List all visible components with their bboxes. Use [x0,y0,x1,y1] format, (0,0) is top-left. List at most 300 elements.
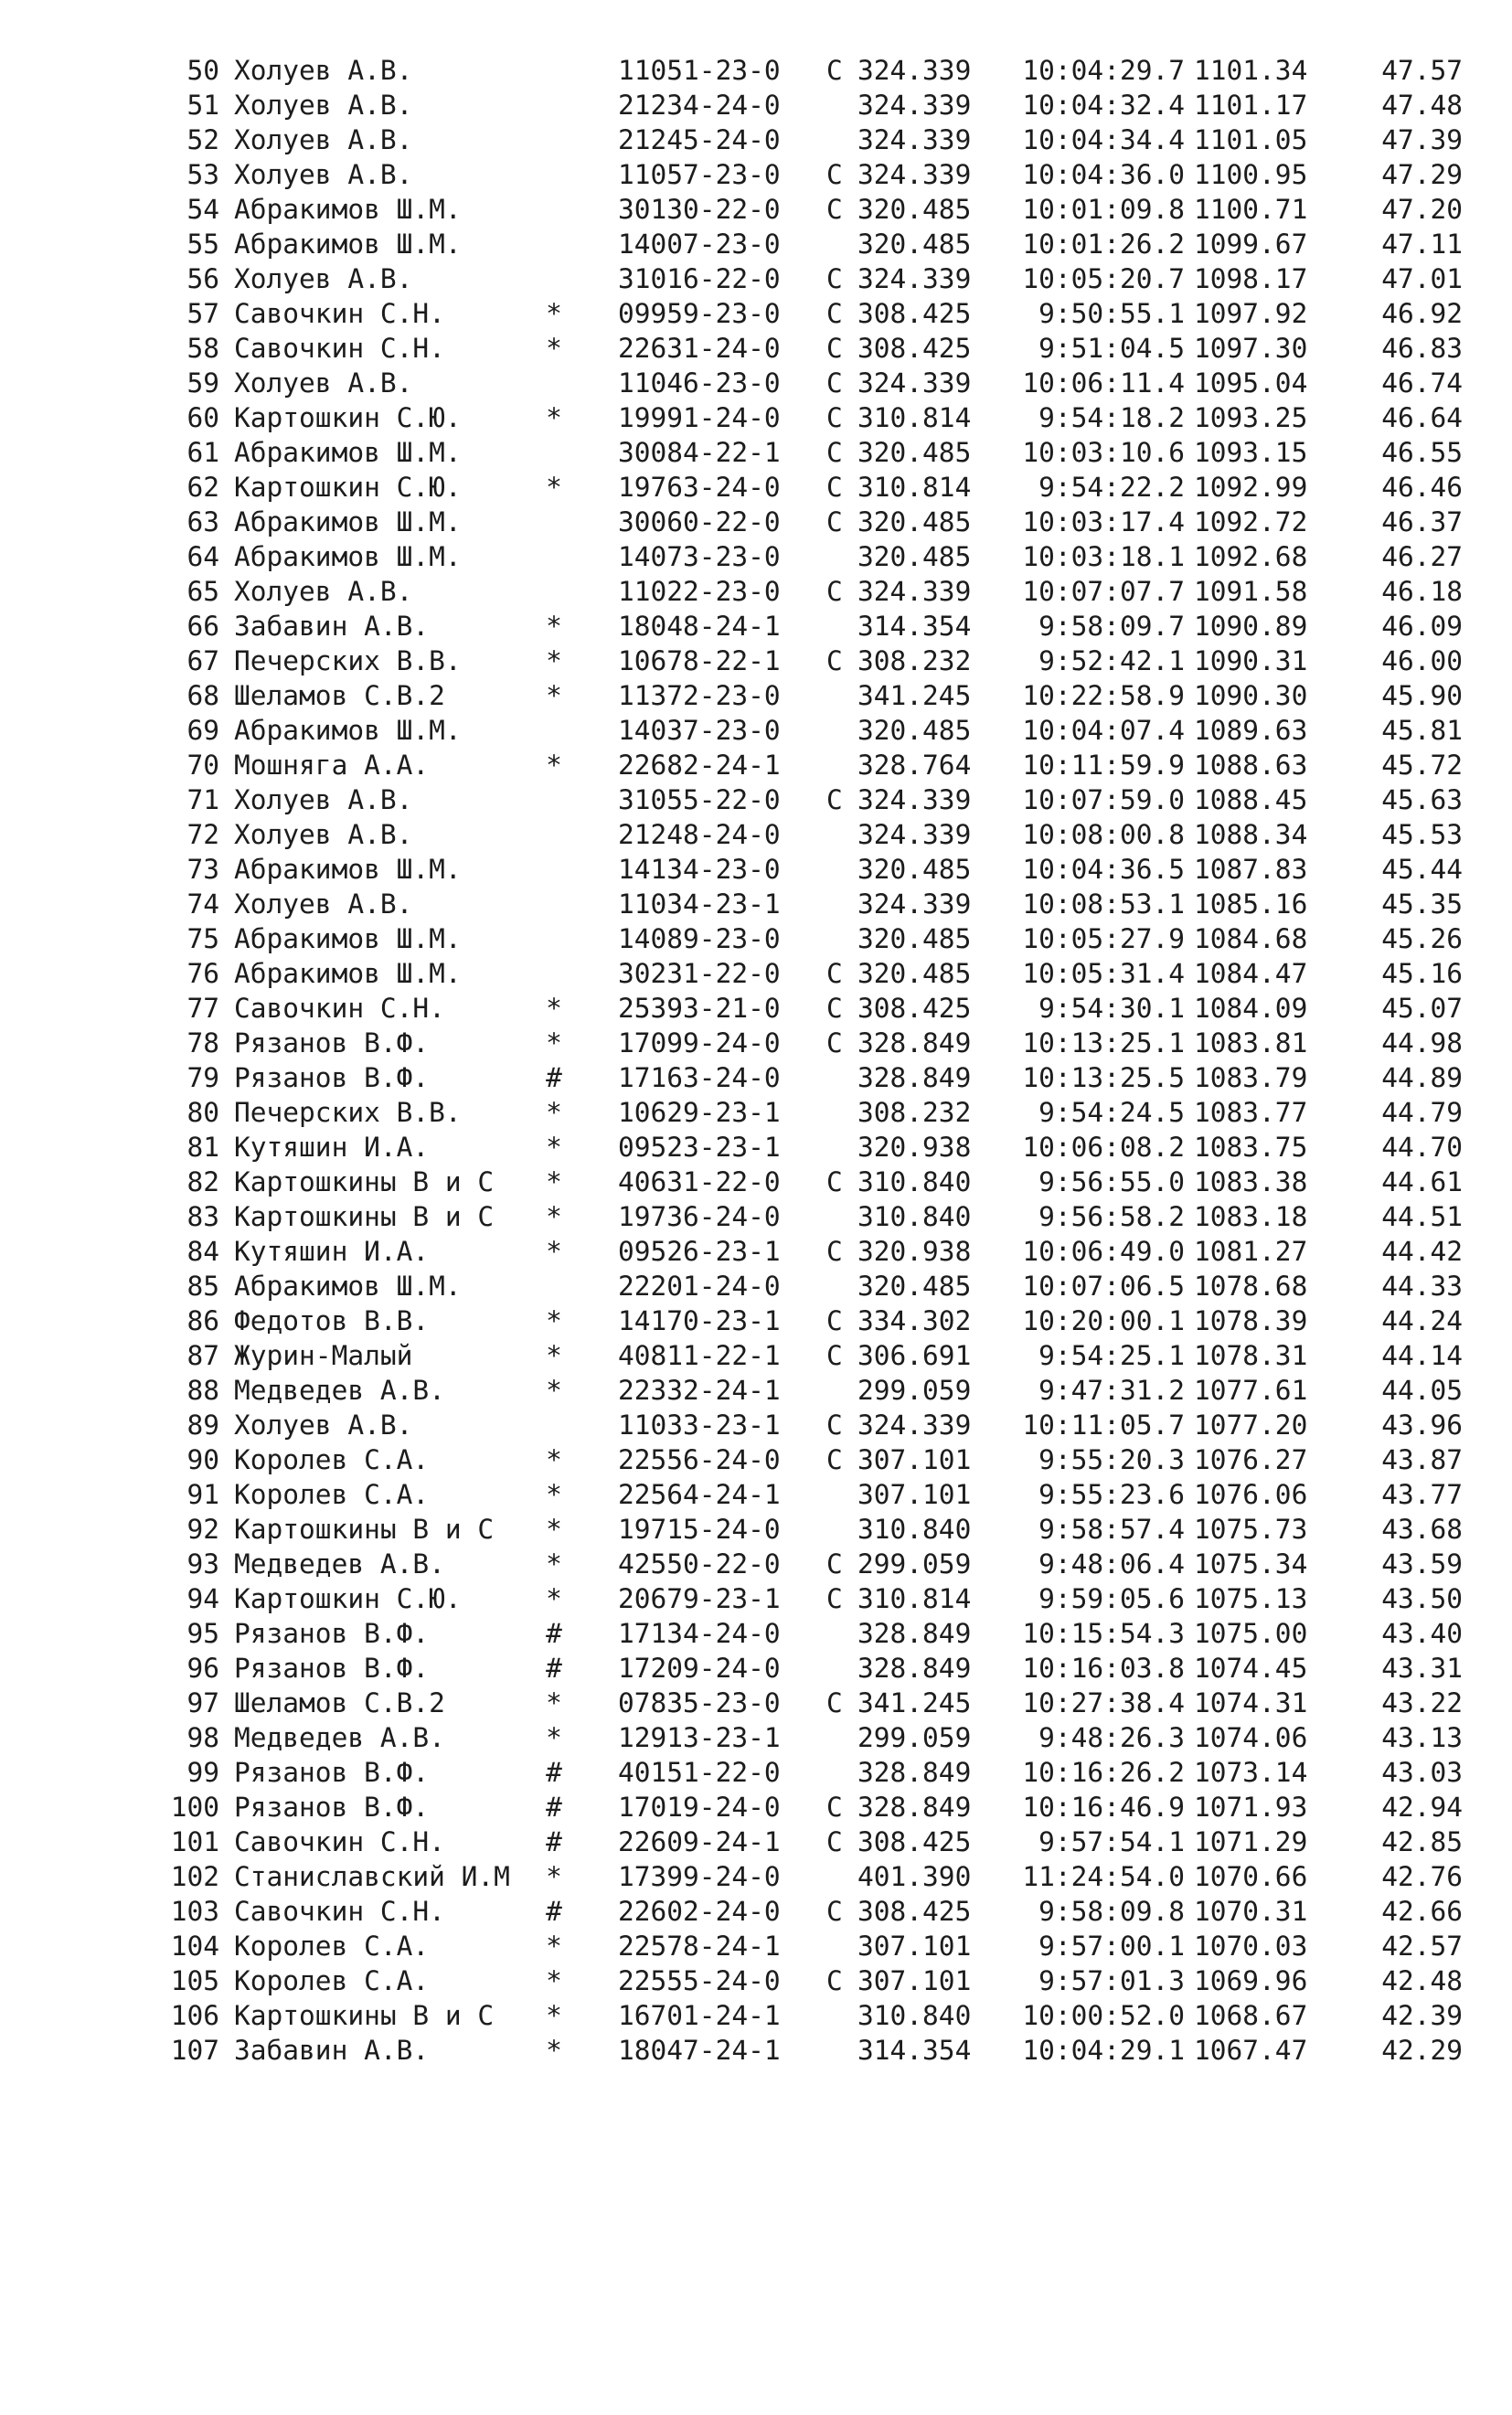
mark-cell: * [546,2035,562,2066]
fancier-cell: Абракимов Ш.М. [234,194,462,225]
distance-cell: 324.339 [857,819,972,850]
time-cell: 10:03:17.4 [1022,506,1185,537]
points-cell: 44.05 [1381,1375,1463,1406]
speed-cell: 1074.06 [1194,1722,1308,1753]
fancier-cell: Рязанов В.Ф. [234,1062,430,1093]
table-row [161,817,1463,852]
speed-cell: 1083.38 [1194,1166,1308,1197]
fancier-cell: Холуев А.В. [234,1410,413,1441]
ring-cell: 09523-23-1 [618,1132,781,1163]
flag-cell: С [826,159,843,190]
place-cell: 61 [186,437,219,468]
table-row [161,331,1463,366]
mark-cell: * [546,402,562,433]
speed-cell: 1088.63 [1194,750,1308,781]
place-cell: 75 [186,923,219,954]
points-cell: 46.09 [1381,611,1463,642]
fancier-cell: Холуев А.В. [234,263,413,294]
time-cell: 10:16:26.2 [1022,1757,1185,1788]
mark-cell: * [546,1375,562,1406]
ring-cell: 22556-24-0 [618,1444,781,1475]
time-cell: 10:03:18.1 [1022,541,1185,572]
place-cell: 62 [186,472,219,503]
speed-cell: 1075.34 [1194,1548,1308,1580]
fancier-cell: Шеламов С.В.2 [234,1687,445,1718]
points-cell: 43.68 [1381,1514,1463,1545]
points-cell: 46.18 [1381,576,1463,607]
place-cell: 105 [170,1965,219,1996]
ring-cell: 18047-24-1 [618,2035,781,2066]
time-cell: 10:06:49.0 [1022,1236,1185,1267]
time-cell: 9:54:24.5 [1038,1097,1185,1128]
points-cell: 44.70 [1381,1132,1463,1163]
speed-cell: 1076.27 [1194,1444,1308,1475]
ring-cell: 25393-21-0 [618,993,781,1024]
time-cell: 9:59:05.6 [1038,1583,1185,1614]
speed-cell: 1078.31 [1194,1340,1308,1371]
distance-cell: 328.849 [857,1062,972,1093]
mark-cell: # [546,1826,562,1857]
table-row [161,1303,1463,1338]
ring-cell: 17163-24-0 [618,1062,781,1093]
mark-cell: * [546,1931,562,1962]
distance-cell: 328.849 [857,1653,972,1684]
ring-cell: 17099-24-0 [618,1027,781,1059]
distance-cell: 324.339 [857,124,972,155]
table-row [161,261,1463,296]
mark-cell: * [546,1027,562,1059]
distance-cell: 310.840 [857,2000,972,2031]
distance-cell: 324.339 [857,576,972,607]
time-cell: 10:04:32.4 [1022,90,1185,121]
time-cell: 10:16:46.9 [1022,1792,1185,1823]
points-cell: 46.00 [1381,645,1463,676]
ring-cell: 21248-24-0 [618,819,781,850]
place-cell: 52 [186,124,219,155]
mark-cell: # [546,1896,562,1927]
place-cell: 64 [186,541,219,572]
place-cell: 56 [186,263,219,294]
ring-cell: 14089-23-0 [618,923,781,954]
time-cell: 9:55:23.6 [1038,1479,1185,1510]
time-cell: 10:06:08.2 [1022,1132,1185,1163]
points-cell: 43.77 [1381,1479,1463,1510]
speed-cell: 1101.17 [1194,90,1308,121]
distance-cell: 310.840 [857,1201,972,1232]
time-cell: 10:06:11.4 [1022,367,1185,399]
fancier-cell: Рязанов В.Ф. [234,1027,430,1059]
flag-cell: С [826,1792,843,1823]
points-cell: 43.40 [1381,1618,1463,1649]
points-cell: 44.98 [1381,1027,1463,1059]
points-cell: 44.51 [1381,1201,1463,1232]
distance-cell: 401.390 [857,1861,972,1892]
points-cell: 43.50 [1381,1583,1463,1614]
speed-cell: 1070.66 [1194,1861,1308,1892]
ring-cell: 14007-23-0 [618,229,781,260]
time-cell: 10:07:07.7 [1022,576,1185,607]
fancier-cell: Абракимов Ш.М. [234,541,462,572]
table-row [161,1408,1463,1442]
fancier-cell: Рязанов В.Ф. [234,1792,430,1823]
ring-cell: 14170-23-1 [618,1305,781,1336]
distance-cell: 320.938 [857,1236,972,1267]
flag-cell: С [826,333,843,364]
ring-cell: 42550-22-0 [618,1548,781,1580]
speed-cell: 1088.34 [1194,819,1308,850]
fancier-cell: Холуев А.В. [234,819,413,850]
points-cell: 46.83 [1381,333,1463,364]
time-cell: 10:08:53.1 [1022,888,1185,920]
distance-cell: 308.425 [857,333,972,364]
fancier-cell: Холуев А.В. [234,367,413,399]
time-cell: 10:07:59.0 [1022,784,1185,815]
speed-cell: 1090.30 [1194,680,1308,711]
time-cell: 10:04:29.1 [1022,2035,1185,2066]
points-cell: 42.39 [1381,2000,1463,2031]
table-row [161,1651,1463,1686]
time-cell: 10:08:00.8 [1022,819,1185,850]
flag-cell: С [826,55,843,86]
place-cell: 96 [186,1653,219,1684]
table-row [161,887,1463,921]
table-row [161,1790,1463,1825]
flag-cell: С [826,993,843,1024]
speed-cell: 1089.63 [1194,715,1308,746]
mark-cell: * [546,1340,562,1371]
fancier-cell: Мошняга А.А. [234,750,430,781]
speed-cell: 1097.92 [1194,298,1308,329]
points-cell: 42.48 [1381,1965,1463,1996]
ring-cell: 31016-22-0 [618,263,781,294]
points-cell: 47.39 [1381,124,1463,155]
time-cell: 10:05:31.4 [1022,958,1185,989]
table-row [161,296,1463,331]
ring-cell: 22609-24-1 [618,1826,781,1857]
mark-cell: * [546,680,562,711]
place-cell: 53 [186,159,219,190]
mark-cell: * [546,1132,562,1163]
ring-cell: 07835-23-0 [618,1687,781,1718]
flag-cell: С [826,298,843,329]
distance-cell: 308.232 [857,1097,972,1128]
place-cell: 98 [186,1722,219,1753]
ring-cell: 14037-23-0 [618,715,781,746]
mark-cell: * [546,611,562,642]
place-cell: 59 [186,367,219,399]
table-row [161,1338,1463,1373]
place-cell: 60 [186,402,219,433]
speed-cell: 1077.20 [1194,1410,1308,1441]
speed-cell: 1100.95 [1194,159,1308,190]
place-cell: 54 [186,194,219,225]
place-cell: 101 [170,1826,219,1857]
ring-cell: 22555-24-0 [618,1965,781,1996]
mark-cell: * [546,1097,562,1128]
ring-cell: 11372-23-0 [618,680,781,711]
place-cell: 97 [186,1687,219,1718]
distance-cell: 341.245 [857,680,972,711]
fancier-cell: Журин-Малый [234,1340,413,1371]
flag-cell: С [826,367,843,399]
table-row [161,1026,1463,1060]
points-cell: 42.76 [1381,1861,1463,1892]
ring-cell: 17134-24-0 [618,1618,781,1649]
place-cell: 55 [186,229,219,260]
points-cell: 45.26 [1381,923,1463,954]
points-cell: 47.20 [1381,194,1463,225]
speed-cell: 1101.34 [1194,55,1308,86]
distance-cell: 324.339 [857,367,972,399]
ring-cell: 19736-24-0 [618,1201,781,1232]
fancier-cell: Холуев А.В. [234,90,413,121]
table-row [161,122,1463,157]
distance-cell: 299.059 [857,1375,972,1406]
fancier-cell: Абракимов Ш.М. [234,1271,462,1302]
time-cell: 9:48:06.4 [1038,1548,1185,1580]
speed-cell: 1075.00 [1194,1618,1308,1649]
ring-cell: 22332-24-1 [618,1375,781,1406]
fancier-cell: Забавин А.В. [234,2035,430,2066]
points-cell: 45.44 [1381,854,1463,885]
flag-cell: С [826,1340,843,1371]
ring-cell: 19715-24-0 [618,1514,781,1545]
fancier-cell: Абракимов Ш.М. [234,437,462,468]
table-row [161,1581,1463,1616]
place-cell: 103 [170,1896,219,1927]
distance-cell: 324.339 [857,55,972,86]
flag-cell: С [826,1444,843,1475]
fancier-cell: Холуев А.В. [234,55,413,86]
mark-cell: # [546,1062,562,1093]
time-cell: 9:54:30.1 [1038,993,1185,1024]
place-cell: 107 [170,2035,219,2066]
flag-cell: С [826,1027,843,1059]
speed-cell: 1073.14 [1194,1757,1308,1788]
table-row [161,1373,1463,1408]
flag-cell: С [826,1896,843,1927]
distance-cell: 320.485 [857,1271,972,1302]
flag-cell: С [826,472,843,503]
time-cell: 10:22:58.9 [1022,680,1185,711]
fancier-cell: Медведев А.В. [234,1722,445,1753]
mark-cell: * [546,1861,562,1892]
place-cell: 88 [186,1375,219,1406]
fancier-cell: Картошкин С.Ю. [234,472,462,503]
ring-cell: 11051-23-0 [618,55,781,86]
time-cell: 10:04:36.5 [1022,854,1185,885]
table-row [161,991,1463,1026]
place-cell: 99 [186,1757,219,1788]
distance-cell: 320.485 [857,194,972,225]
points-cell: 42.94 [1381,1792,1463,1823]
place-cell: 86 [186,1305,219,1336]
place-cell: 81 [186,1132,219,1163]
points-cell: 45.81 [1381,715,1463,746]
speed-cell: 1093.25 [1194,402,1308,433]
speed-cell: 1070.03 [1194,1931,1308,1962]
mark-cell: * [546,1687,562,1718]
table-row [161,644,1463,678]
points-cell: 45.72 [1381,750,1463,781]
fancier-cell: Савочкин С.Н. [234,298,445,329]
fancier-cell: Холуев А.В. [234,576,413,607]
fancier-cell: Королев С.А. [234,1444,430,1475]
speed-cell: 1097.30 [1194,333,1308,364]
time-cell: 9:58:57.4 [1038,1514,1185,1545]
table-row [161,157,1463,192]
distance-cell: 324.339 [857,90,972,121]
table-row [161,227,1463,261]
time-cell: 11:24:54.0 [1022,1861,1185,1892]
time-cell: 9:55:20.3 [1038,1444,1185,1475]
time-cell: 10:03:10.6 [1022,437,1185,468]
time-cell: 9:58:09.7 [1038,611,1185,642]
mark-cell: # [546,1792,562,1823]
ring-cell: 14134-23-0 [618,854,781,885]
flag-cell: С [826,784,843,815]
distance-cell: 299.059 [857,1722,972,1753]
fancier-cell: Холуев А.В. [234,888,413,920]
points-cell: 46.74 [1381,367,1463,399]
fancier-cell: Королев С.А. [234,1479,430,1510]
table-row [161,192,1463,227]
ring-cell: 22602-24-0 [618,1896,781,1927]
fancier-cell: Савочкин С.Н. [234,333,445,364]
place-cell: 63 [186,506,219,537]
flag-cell: С [826,1687,843,1718]
points-cell: 44.89 [1381,1062,1463,1093]
results-table [161,53,1463,2068]
table-row [161,852,1463,887]
fancier-cell: Кутяшин И.А. [234,1132,430,1163]
table-row [161,748,1463,782]
distance-cell: 328.849 [857,1792,972,1823]
place-cell: 74 [186,888,219,920]
distance-cell: 328.764 [857,750,972,781]
fancier-cell: Абракимов Ш.М. [234,715,462,746]
time-cell: 9:56:55.0 [1038,1166,1185,1197]
place-cell: 71 [186,784,219,815]
distance-cell: 324.339 [857,159,972,190]
fancier-cell: Савочкин С.Н. [234,1896,445,1927]
ring-cell: 40151-22-0 [618,1757,781,1788]
speed-cell: 1081.27 [1194,1236,1308,1267]
time-cell: 9:56:58.2 [1038,1201,1185,1232]
table-row [161,470,1463,505]
place-cell: 65 [186,576,219,607]
speed-cell: 1067.47 [1194,2035,1308,2066]
speed-cell: 1083.79 [1194,1062,1308,1093]
speed-cell: 1083.75 [1194,1132,1308,1163]
mark-cell: * [546,1444,562,1475]
points-cell: 47.57 [1381,55,1463,86]
fancier-cell: Рязанов В.Ф. [234,1653,430,1684]
distance-cell: 320.485 [857,958,972,989]
table-row [161,1894,1463,1929]
distance-cell: 324.339 [857,1410,972,1441]
fancier-cell: Медведев А.В. [234,1548,445,1580]
speed-cell: 1090.31 [1194,645,1308,676]
table-row [161,400,1463,435]
distance-cell: 324.339 [857,784,972,815]
flag-cell: С [826,1965,843,1996]
speed-cell: 1078.68 [1194,1271,1308,1302]
table-row [161,1720,1463,1755]
time-cell: 10:04:29.7 [1022,55,1185,86]
points-cell: 43.96 [1381,1410,1463,1441]
ring-cell: 11033-23-1 [618,1410,781,1441]
table-row [161,88,1463,122]
ring-cell: 22578-24-1 [618,1931,781,1962]
place-cell: 77 [186,993,219,1024]
points-cell: 43.22 [1381,1687,1463,1718]
place-cell: 68 [186,680,219,711]
mark-cell: * [546,2000,562,2031]
speed-cell: 1074.31 [1194,1687,1308,1718]
flag-cell: С [826,194,843,225]
table-row [161,1477,1463,1512]
points-cell: 45.16 [1381,958,1463,989]
ring-cell: 17209-24-0 [618,1653,781,1684]
distance-cell: 299.059 [857,1548,972,1580]
fancier-cell: Абракимов Ш.М. [234,506,462,537]
table-row [161,539,1463,574]
table-row [161,956,1463,991]
points-cell: 47.29 [1381,159,1463,190]
ring-cell: 40631-22-0 [618,1166,781,1197]
time-cell: 10:27:38.4 [1022,1687,1185,1718]
ring-cell: 19763-24-0 [618,472,781,503]
time-cell: 9:54:22.2 [1038,472,1185,503]
table-row [161,921,1463,956]
flag-cell: С [826,1166,843,1197]
ring-cell: 11057-23-0 [618,159,781,190]
mark-cell: # [546,1757,562,1788]
fancier-cell: Савочкин С.Н. [234,1826,445,1857]
flag-cell: С [826,1410,843,1441]
ring-cell: 11046-23-0 [618,367,781,399]
place-cell: 83 [186,1201,219,1232]
points-cell: 47.01 [1381,263,1463,294]
table-row [161,1616,1463,1651]
fancier-cell: Забавин А.В. [234,611,430,642]
speed-cell: 1077.61 [1194,1375,1308,1406]
table-row [161,782,1463,817]
time-cell: 9:50:55.1 [1038,298,1185,329]
points-cell: 46.92 [1381,298,1463,329]
table-row [161,1060,1463,1095]
place-cell: 84 [186,1236,219,1267]
ring-cell: 16701-24-1 [618,2000,781,2031]
time-cell: 10:01:09.8 [1022,194,1185,225]
fancier-cell: Картошкины В и С [234,1514,495,1545]
mark-cell: * [546,1479,562,1510]
flag-cell: С [826,1826,843,1857]
distance-cell: 314.354 [857,2035,972,2066]
fancier-cell: Савочкин С.Н. [234,993,445,1024]
speed-cell: 1099.67 [1194,229,1308,260]
time-cell: 10:16:03.8 [1022,1653,1185,1684]
fancier-cell: Рязанов В.Ф. [234,1618,430,1649]
speed-cell: 1083.18 [1194,1201,1308,1232]
mark-cell: * [546,645,562,676]
ring-cell: 21245-24-0 [618,124,781,155]
speed-cell: 1071.29 [1194,1826,1308,1857]
speed-cell: 1093.15 [1194,437,1308,468]
points-cell: 46.37 [1381,506,1463,537]
fancier-cell: Картошкин С.Ю. [234,402,462,433]
